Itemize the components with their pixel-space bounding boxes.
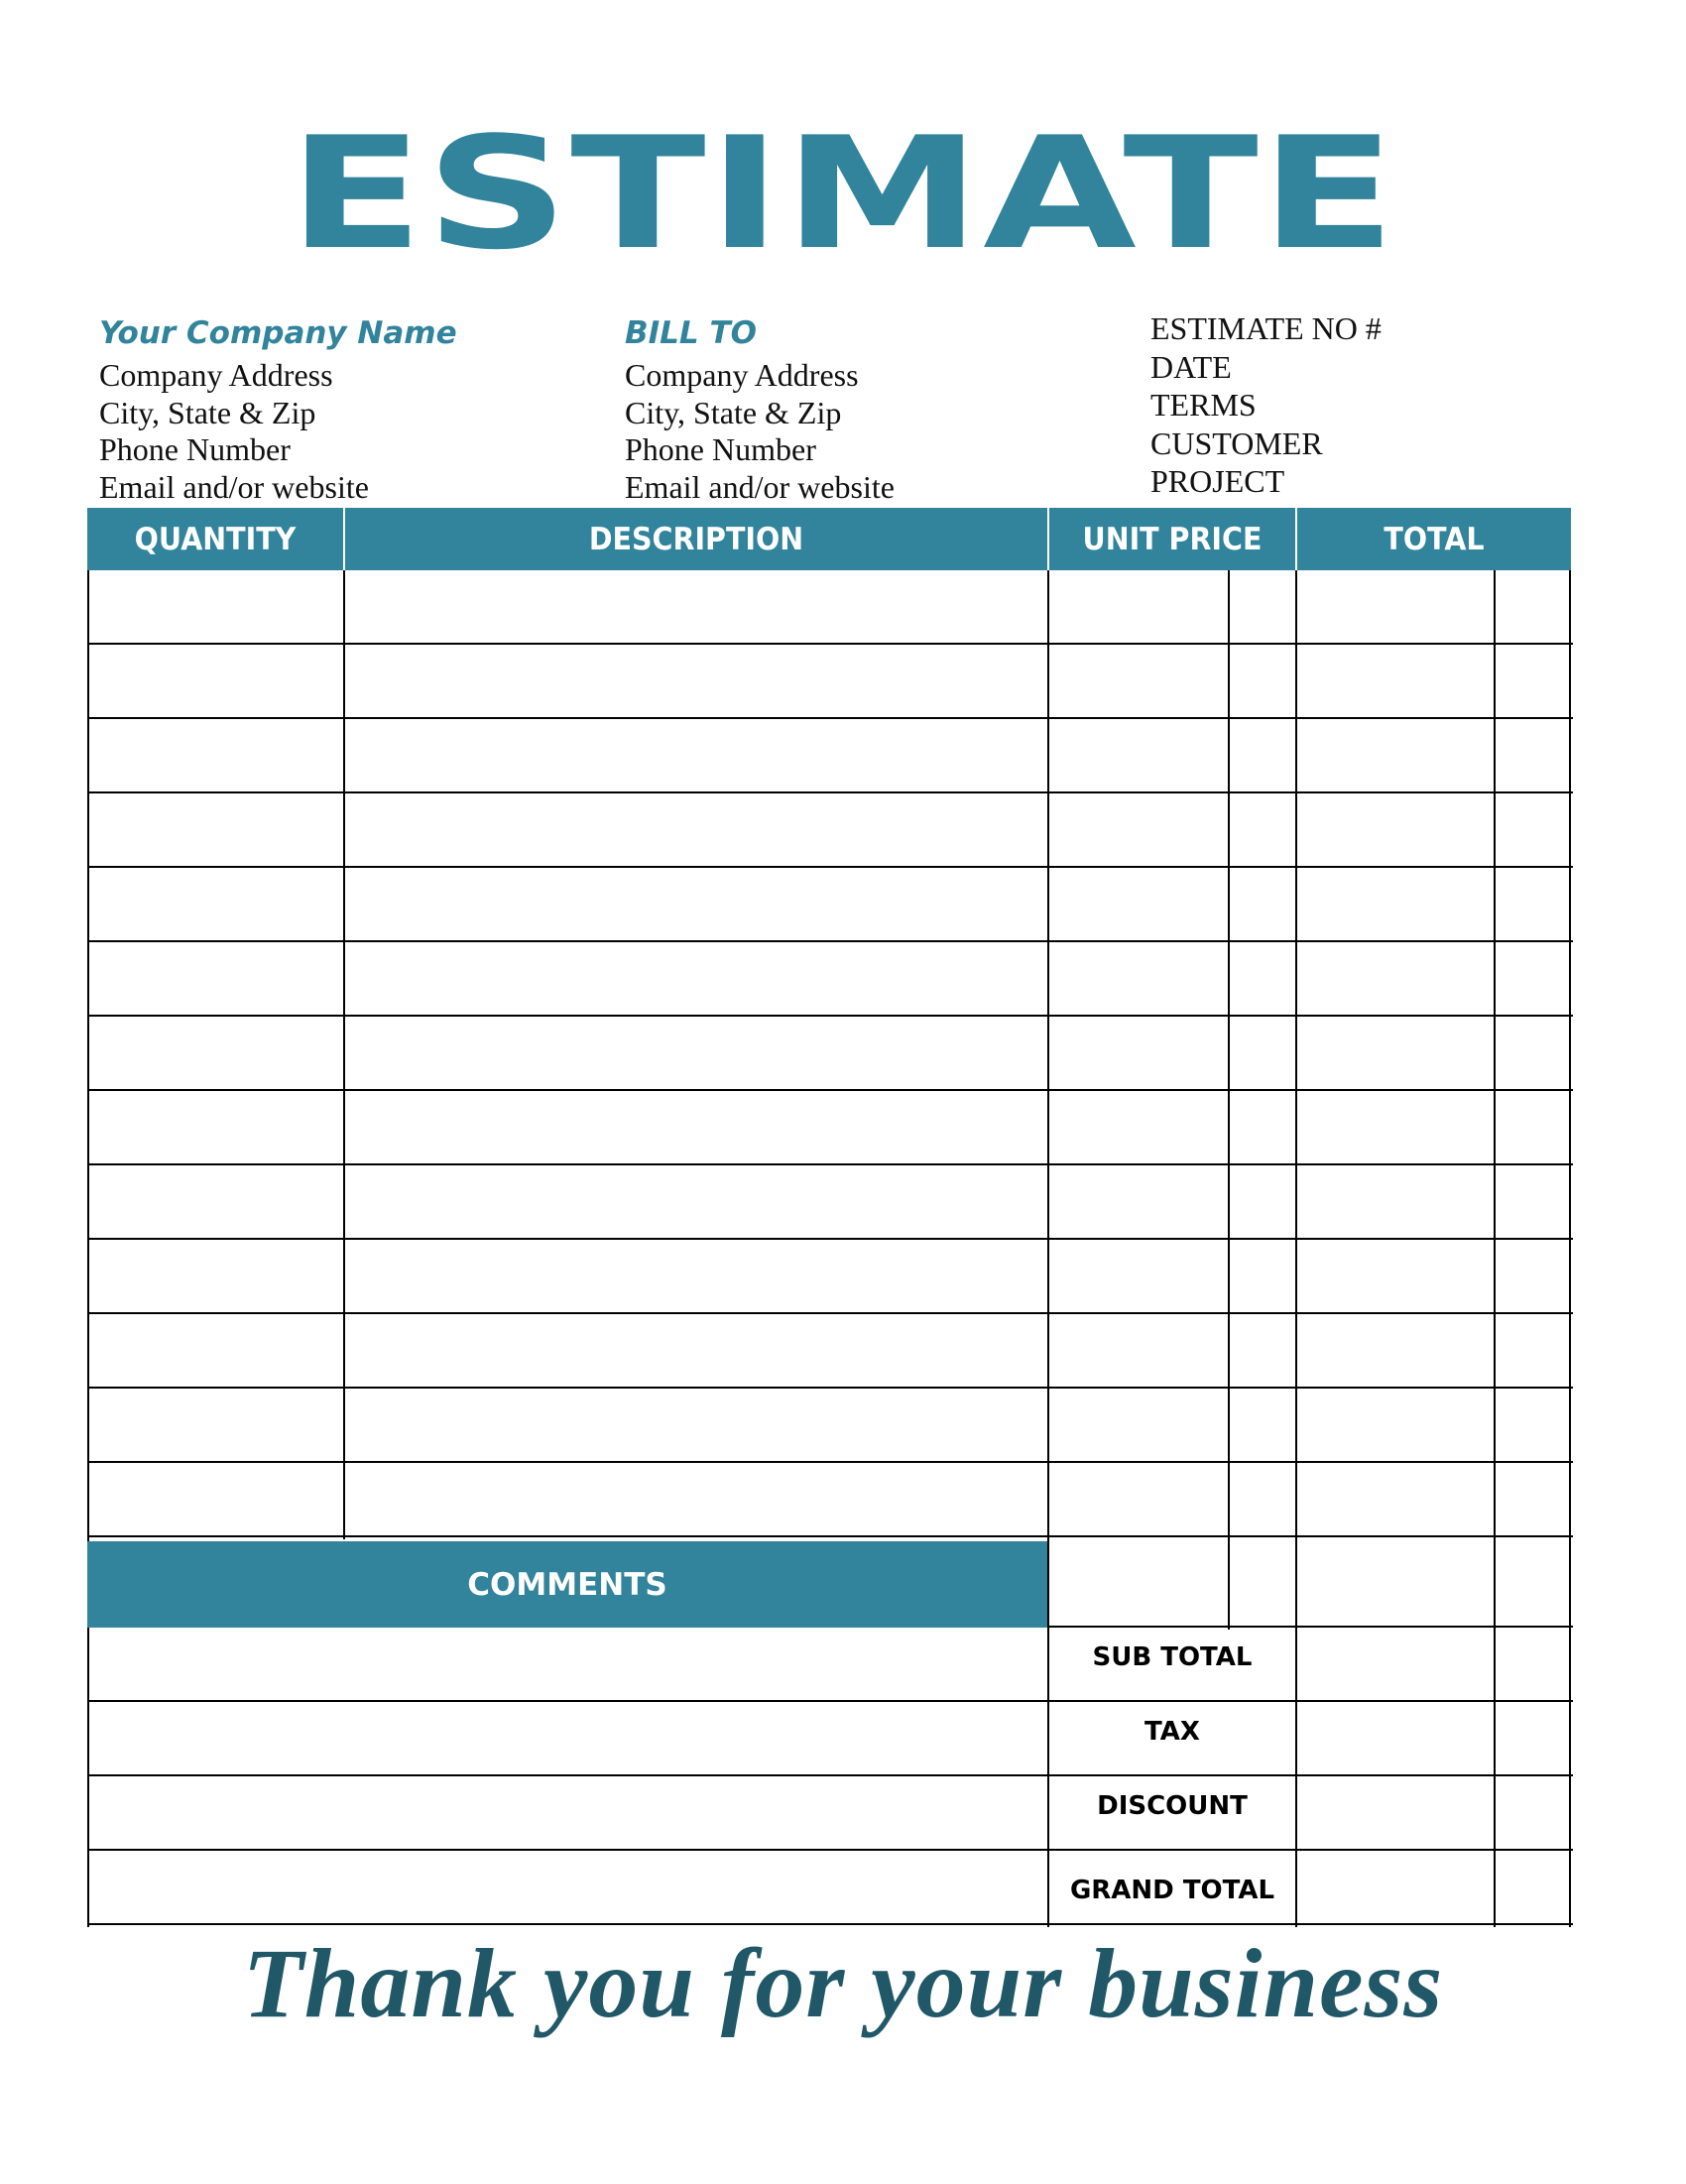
bill-to-address-line: Company Address [625,357,859,393]
summary-value-cell[interactable] [1297,1778,1569,1849]
company-info [99,313,457,506]
unit-price-cell[interactable] [1049,944,1295,1015]
unit-price-cell[interactable] [1049,1242,1295,1312]
comment-line-cell[interactable] [89,1853,1047,1923]
company-city-line: City, State & Zip [99,394,316,430]
description-cell[interactable] [345,795,1047,866]
row-divider [87,1849,1573,1851]
row-divider [87,1163,1573,1165]
row-divider [87,1774,1573,1776]
row-divider [87,866,1573,868]
company-email-line: Email and/or website [99,468,369,505]
total-cell[interactable] [1297,572,1569,643]
description-cell[interactable] [345,1316,1047,1387]
terms-label: TERMS [1150,387,1257,423]
unit-price-cell[interactable] [1049,1316,1295,1387]
row-divider [87,1238,1573,1240]
row-divider [87,940,1573,942]
column-header-quantity: QUANTITY [134,521,297,557]
description-cell[interactable] [345,1242,1047,1312]
unit-price-cell[interactable] [1049,795,1295,866]
comment-line-cell[interactable] [89,1630,1047,1700]
row-divider [87,1535,1573,1537]
unit-price-cell[interactable] [1049,721,1295,791]
bill-to-email-line: Email and/or website [625,468,895,505]
row-divider [87,717,1573,719]
total-cell[interactable] [1297,1391,1569,1461]
total-cell[interactable] [1297,1316,1569,1387]
company-phone-line: Phone Number [99,431,291,467]
row-divider [87,643,1573,645]
quantity-cell[interactable] [89,647,343,717]
quantity-cell[interactable] [89,1316,343,1387]
row-divider [87,1089,1573,1091]
quantity-cell[interactable] [89,1019,343,1089]
total-cell[interactable] [1297,795,1569,866]
unit-price-cell[interactable] [1049,1465,1295,1535]
total-cell[interactable] [1297,1093,1569,1163]
quantity-cell[interactable] [89,1242,343,1312]
comment-line-cell[interactable] [89,1778,1047,1849]
thank-you-message: Thank you for your business [242,1928,1444,2038]
company-address-line: Company Address [99,357,333,393]
header-divider [1295,508,1297,570]
total-cell[interactable] [1297,1465,1569,1535]
tax-label: TAX [1144,1717,1200,1747]
quantity-cell[interactable] [89,1465,343,1535]
row-divider [87,1387,1573,1389]
description-cell[interactable] [345,1465,1047,1535]
header-divider [343,508,345,570]
description-cell[interactable] [345,1019,1047,1089]
row-divider [1047,1626,1573,1628]
row-divider [87,1700,1573,1702]
header-divider [1047,508,1049,570]
summary-value-cell[interactable] [1297,1704,1569,1774]
unit-price-cell[interactable] [1049,572,1295,643]
discount-label: DISCOUNT [1097,1791,1248,1821]
comment-line-cell[interactable] [89,1704,1047,1774]
total-cell[interactable] [1297,870,1569,940]
description-cell[interactable] [345,647,1047,717]
table-border-right [1569,570,1571,1927]
total-cell[interactable] [1297,1242,1569,1312]
row-divider [87,1015,1573,1017]
quantity-cell[interactable] [89,870,343,940]
comments-header: COMMENTS [87,1541,1047,1628]
unit-price-cell[interactable] [1049,1167,1295,1238]
row-divider [87,1923,1573,1925]
unit-price-cell[interactable] [1049,1391,1295,1461]
company-name-heading: Your Company Name [99,315,457,351]
description-cell[interactable] [345,1093,1047,1163]
document-title: ESTIMATE [288,103,1398,285]
quantity-cell[interactable] [89,795,343,866]
quantity-cell[interactable] [89,572,343,643]
unit-price-cell[interactable] [1049,870,1295,940]
summary-value-cell[interactable] [1297,1630,1569,1700]
description-cell[interactable] [345,1167,1047,1238]
summary-value-cell[interactable] [1297,1853,1569,1923]
customer-label: CUSTOMER [1150,425,1323,461]
bill-to-info [625,313,895,506]
description-cell[interactable] [345,721,1047,791]
bill-to-heading: BILL TO [625,315,757,351]
bill-to-phone-line: Phone Number [625,431,816,467]
description-cell[interactable] [345,944,1047,1015]
total-cell[interactable] [1297,721,1569,791]
estimate-meta [1150,309,1382,501]
project-label: PROJECT [1150,463,1285,499]
unit-price-cell[interactable] [1049,1019,1295,1089]
quantity-cell[interactable] [89,1391,343,1461]
unit-price-cell[interactable] [1049,647,1295,717]
quantity-cell[interactable] [89,1093,343,1163]
bill-to-city-line: City, State & Zip [625,394,842,430]
row-divider [87,1312,1573,1314]
description-cell[interactable] [345,870,1047,940]
quantity-cell[interactable] [89,721,343,791]
grand-total-label: GRAND TOTAL [1069,1876,1275,1905]
date-label: DATE [1150,348,1232,385]
row-divider [87,1461,1573,1463]
quantity-cell[interactable] [89,944,343,1015]
total-cell[interactable] [1297,647,1569,717]
column-header-total: TOTAL [1384,521,1485,557]
column-header-description: DESCRIPTION [588,521,804,557]
total-cell[interactable] [1297,1167,1569,1238]
total-cell[interactable] [1297,944,1569,1015]
row-divider [87,791,1573,793]
sub-total-label: SUB TOTAL [1092,1642,1253,1672]
table-header [87,508,1571,570]
estimate-number-label: ESTIMATE NO # [1150,310,1382,346]
column-header-unit-price: UNIT PRICE [1082,521,1263,557]
description-cell[interactable] [345,1391,1047,1461]
total-cell[interactable] [1297,1019,1569,1089]
description-cell[interactable] [345,572,1047,643]
unit-price-cell[interactable] [1049,1093,1295,1163]
quantity-cell[interactable] [89,1167,343,1238]
